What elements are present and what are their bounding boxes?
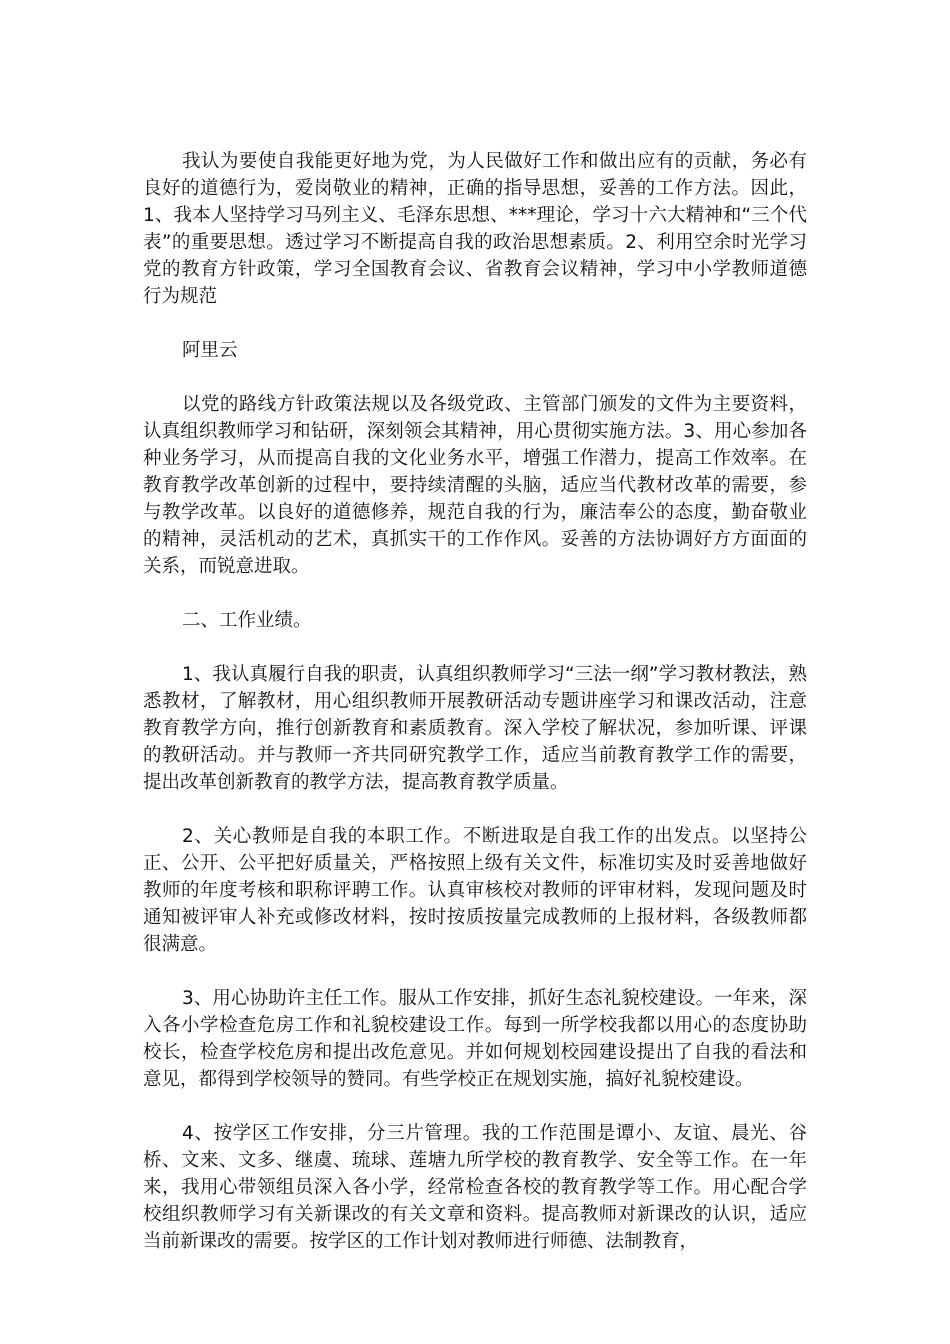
paragraph-item-2: 2、关心教师是自我的本职工作。不断进取是自我工作的出发点。以坚持公正、公开、公平把好质量关，严格按照上级有关文件，标准切实及时妥善地做好教师的年度考核和职称评聘工作。认真审核校对教师的评审材料，发现问题及时通知被评审人补充或修改材料，按时按质按量完成教师的上报材料，各级教师都很满意。 <box>143 826 807 955</box>
paragraph-policy-study: 以党的路线方针政策法规以及各级党政、主管部门颁发的文件为主要资料，认真组织教师学习和钻研，深刻领会其精神，用心贯彻实施方法。3、用心参加各种业务学习，从而提高自我的文化业务水平，增强工作潜力，提高工作效率。在教育教学改革创新的过程中，要持续清醒的头脑，适应当代教材改革的需要，参与教学改革。以良好的道德修养，规范自我的行为，廉洁奉公的态度，勤奋敬业的精神，灵活机动的艺术，真抓实干的工作作风。妥善的方法协调好方方面面的关系，而锐意进取。 <box>143 394 807 577</box>
section-heading-work-achievements: 二、工作业绩。 <box>182 610 312 631</box>
paragraph-intro: 我认为要使自我能更好地为党，为人民做好工作和做出应有的贡献，务必有良好的道德行为，爱岗敬业的精神，正确的指导思想，妥善的工作方法。因此，1、我本人坚持学习马列主义、毛泽东思想、***理论，学习十六大精神和“三个代表”的重要思想。透过学习不断提高自我的政治思想素质。2、利用空余时光学习党的教育方针政策，学习全国教育会议、省教育会议精神，学习中小学教师道德行为规范 <box>143 151 807 307</box>
paragraph-item-3: 3、用心协助许主任工作。服从工作安排，抓好生态礼貌校建设。一年来，深入各小学检查危房工作和礼貌校建设工作。每到一所学校我都以用心的态度协助校长，检查学校危房和提出改危意见。并如何规划校园建设提出了自我的看法和意见，都得到学校领导的赞同。有些学校正在规划实施，搞好礼貌校建设。 <box>143 988 807 1090</box>
paragraph-item-1: 1、我认真履行自我的职责，认真组织教师学习“三法一纲”学习教材教法，熟悉教材，了解教材，用心组织教师开展教研活动专题讲座学习和课改活动，注意教育教学方向，推行创新教育和素质教育。深入学校了解状况，参加听课、评课的教研活动。并与教师一齐共同研究教学工作，适应当前教育教学工作的需要，提出改革创新教育的教学方法，提高教育教学质量。 <box>143 664 807 793</box>
document-body <box>143 148 807 1255</box>
paragraph-aliyun: 阿里云 <box>182 340 238 361</box>
paragraph-item-4: 4、按学区工作安排，分三片管理。我的工作范围是谭小、友谊、晨光、谷桥、文来、文多、继虞、琉球、莲塘九所学校的教育教学、安全等工作。在一年来，我用心带领组员深入各小学，经常检查各校的教育教学等工作。用心配合学校组织教师学习有关新课改的有关文章和资料。提高教师对新课改的认识，适应当前新课改的需要。按学区的工作计划对教师进行师德、法制教育， <box>143 1123 807 1252</box>
